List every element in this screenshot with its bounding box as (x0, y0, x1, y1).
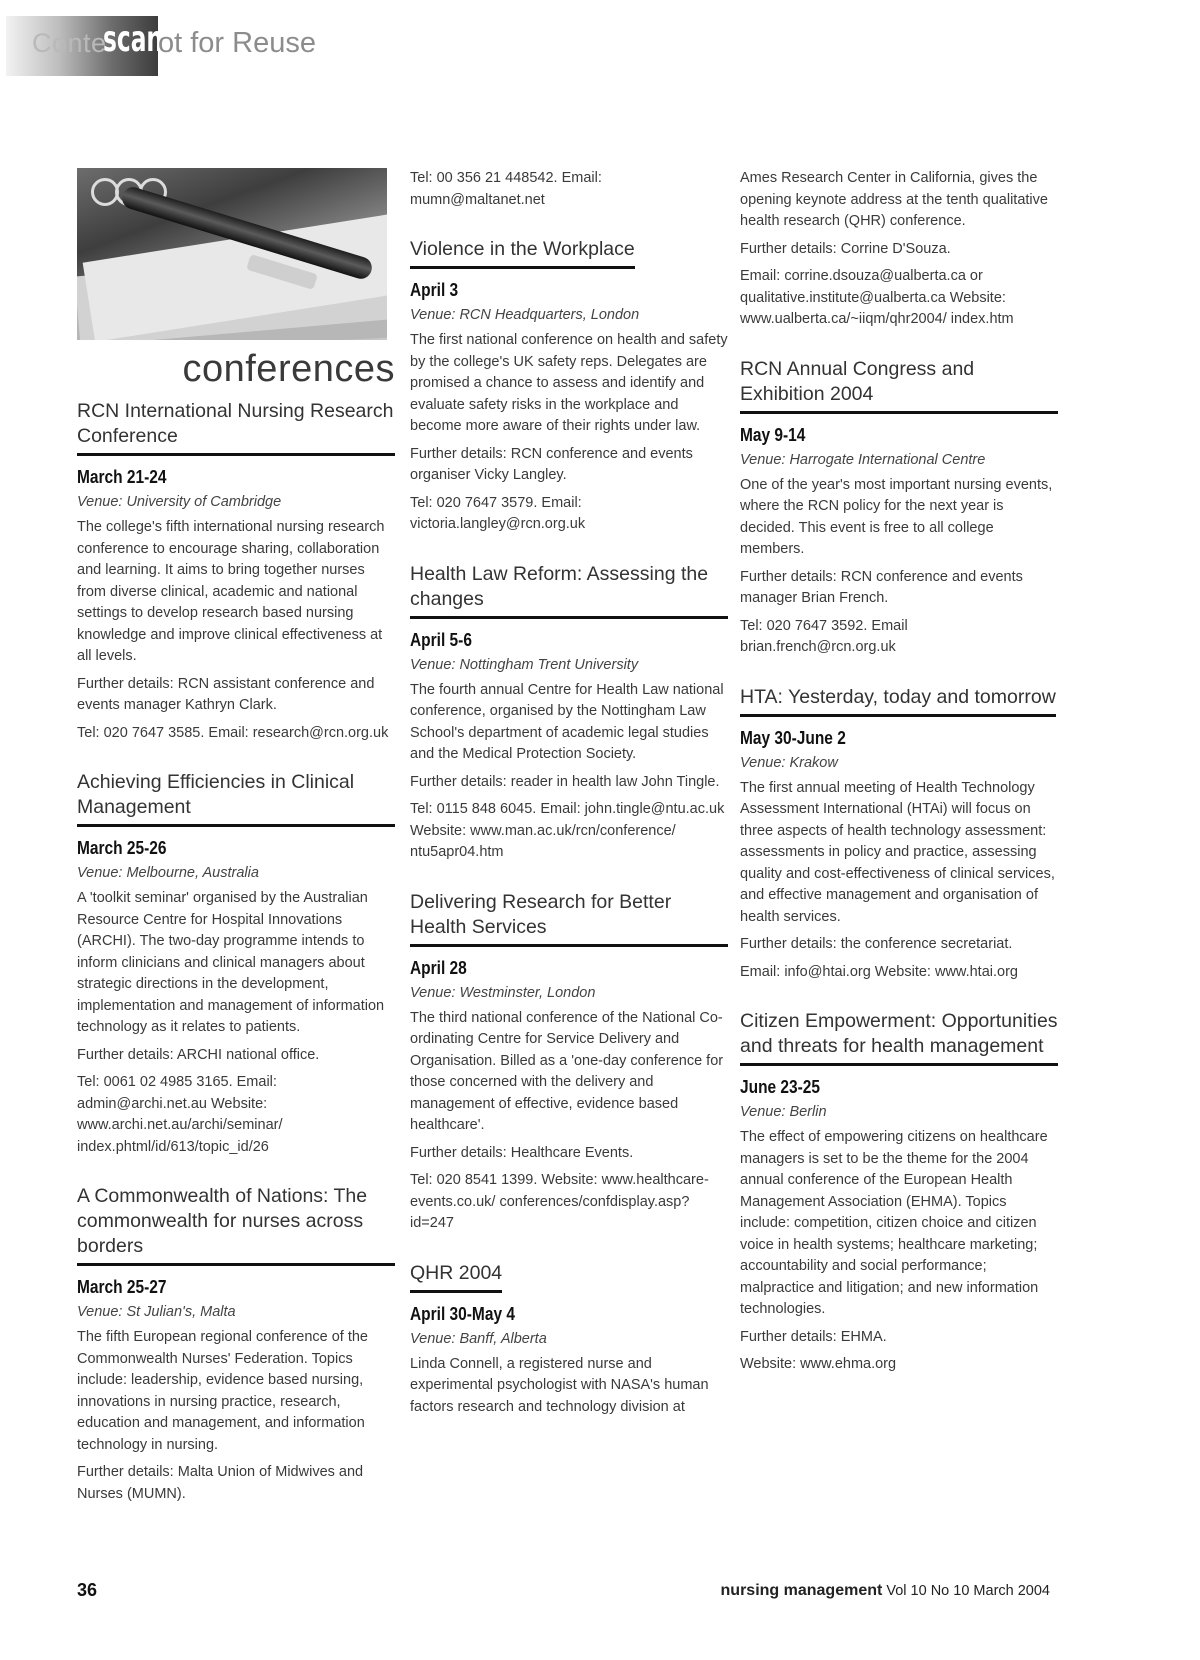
conference-text: One of the year's most important nursing events, where the RCN policy for the next year is decided. This event is free to all college members. (740, 476, 1053, 557)
conference-date: March 25-26 (77, 838, 167, 858)
conference-title: A Commonwealth of Nations: The commonwealth for nurses across borders (77, 1184, 395, 1266)
conference-text: Further details: reader in health law John Tingle. (410, 773, 720, 790)
conference-text: Further details: RCN conference and events organiser Vicky Langley. (410, 445, 693, 483)
column-2-continuation (410, 168, 728, 211)
conference-entry (410, 890, 728, 1235)
conference-entry (740, 357, 1058, 659)
magazine-footer (721, 1582, 1050, 1600)
column-1-events (77, 399, 395, 1505)
conference-date: March 21-24 (77, 467, 167, 487)
conference-date: May 30-June 2 (740, 727, 846, 748)
issue-info: Vol 10 No 10 March 2004 (886, 1583, 1050, 1599)
section-title: conferences (182, 348, 395, 390)
conference-text: The fourth annual Centre for Health Law national conference, organised by the Nottingham Law School's department of academic legal studies and the Medical Protection Society. (410, 681, 724, 762)
conference-text: Tel: 0115 848 6045. Email: john.tingle@ntu.ac.uk Website: www.man.ac.uk/rcn/conference/ ntu5apr04.htm (410, 801, 725, 860)
conference-text: Further details: Malta Union of Midwives and Nurses (MUMN). (77, 1464, 364, 1502)
column-3 (740, 168, 1058, 1402)
conference-title: RCN Annual Congress and Exhibition 2004 (740, 357, 1058, 414)
scan-watermark (0, 0, 330, 80)
conference-venue: Venue: Nottingham Trent University (410, 656, 639, 673)
conference-text: Email: info@htai.org Website: www.htai.org (740, 963, 1018, 980)
conference-venue: Venue: Banff, Alberta (410, 1330, 547, 1347)
continued-text: Ames Research Center in California, gives the opening keynote address at the tenth qualitative health research (QHR) conference. (740, 170, 1048, 229)
column-3-events (740, 357, 1058, 1376)
conference-venue: Venue: Berlin (740, 1104, 827, 1120)
conference-title: Delivering Research for Better Health Services (410, 890, 728, 947)
conference-text: Linda Connell, a registered nurse and experimental psychologist with NASA's human factors research and technology division at (410, 1355, 709, 1415)
conference-text: Further details: Healthcare Events. (410, 1144, 634, 1161)
conference-date: March 25-27 (77, 1277, 167, 1297)
conference-text: Further details: EHMA. (740, 1328, 887, 1345)
conference-venue: Venue: Melbourne, Australia (77, 865, 259, 881)
conference-text: Tel: 020 8541 1399. Website: www.healthcare-events.co.uk/ conferences/confdisplay.asp?id=247 (410, 1172, 709, 1231)
conference-text: Further details: RCN conference and events manager Brian French. (740, 568, 1023, 606)
page-number: 36 (77, 1580, 98, 1600)
conference-entry (410, 1261, 728, 1419)
conference-title: Violence in the Workplace (410, 237, 635, 269)
conference-title: QHR 2004 (410, 1261, 502, 1293)
conference-text: The fifth European regional conference of the Commonwealth Nurses' Federation. Topics include: leadership, evidence based nursing, innovations in nursing practice, research, education and management, and information technology in nursing. (77, 1329, 368, 1453)
conference-text: The effect of empowering citizens on healthcare managers is set to be the theme for the 2004 annual conference of the European Health Management Association (EHMA). Topics include: competition, citizen choice and citizen voice in health systems; healthcare marketing; accountability and social performance; malpractice and litigation; and new information technologies. (740, 1129, 1048, 1317)
conference-text: Tel: 020 7647 3579. Email: victoria.langley@rcn.org.uk (410, 494, 586, 532)
conference-text: Website: www.ehma.org (740, 1356, 897, 1372)
conference-date: April 5-6 (410, 629, 472, 650)
conference-text: The first national conference on health and safety by the college's UK safety reps. Delegates are promised a chance to assess and identify and evaluate safety risks in the workplace and become more aware of their rights under law. (410, 332, 728, 434)
watermark-ghost-text: Conte (32, 28, 107, 58)
watermark-text: ot for Reuse (158, 27, 316, 59)
conference-text: Tel: 020 7647 3585. Email: research@rcn.org.uk (77, 724, 389, 741)
column-2-events (410, 237, 728, 1418)
conference-date: April 28 (410, 957, 467, 978)
conference-date: June 23-25 (740, 1077, 821, 1097)
conference-entry (77, 770, 395, 1158)
column-2 (410, 168, 728, 1444)
conference-title: Health Law Reform: Assessing the changes (410, 562, 728, 619)
conference-title: Achieving Efficiencies in Clinical Management (77, 770, 395, 827)
conference-entry (740, 1009, 1058, 1376)
conference-text: Further details: the conference secretariat. (740, 936, 1013, 952)
conference-text: Tel: 020 7647 3592. Email brian.french@rcn.org.uk (740, 617, 908, 655)
continued-text: Further details: Corrine D'Souza. (740, 240, 951, 257)
conference-entry (410, 237, 728, 536)
conference-venue: Venue: Westminster, London (410, 984, 596, 1001)
conference-text: Tel: 0061 02 4985 3165. Email: admin@archi.net.au Website: www.archi.net.au/archi/seminar/ index.phtml/id/613/topic_id/26 (77, 1074, 283, 1155)
conference-venue: Venue: RCN Headquarters, London (410, 307, 640, 323)
conference-entry (77, 1184, 395, 1505)
continued-text: Tel: 00 356 21 448542. Email: mumn@maltanet.net (410, 170, 602, 208)
conference-venue: Venue: Harrogate International Centre (740, 451, 986, 468)
conference-text: The college's fifth international nursing research conference to encourage sharing, collaboration and learning. It aims to bring together nurses from diverse clinical, academic and national settings to develop research based nursing knowledge and improve clinical effectiveness at all levels. (77, 519, 385, 664)
conference-title: HTA: Yesterday, today and tomorrow (740, 685, 1056, 717)
conference-entry (740, 685, 1058, 984)
conference-date: April 3 (410, 280, 459, 300)
conference-text: The third national conference of the National Co-ordinating Centre for Service Delivery and Organisation. Billed as a 'one-day conference for those concerned with the delivery and management of effective, evidence based healthcare'. (410, 1009, 724, 1133)
conference-text: Further details: ARCHI national office. (77, 1046, 320, 1063)
column-1 (77, 168, 395, 1531)
conference-title: RCN International Nursing Research Conference (77, 399, 395, 456)
conference-entry (77, 399, 395, 744)
conference-venue: Venue: Krakow (740, 754, 838, 771)
continued-text: Email: corrine.dsouza@ualberta.ca or qualitative.institute@ualberta.ca Website: www.ualberta.ca/~iiqm/qhr2004/ index.htm (740, 268, 1014, 327)
column-3-continuation (740, 168, 1058, 331)
conference-date: May 9-14 (740, 424, 806, 445)
conference-venue: Venue: University of Cambridge (77, 494, 282, 510)
magazine-name: nursing management (720, 1582, 883, 1599)
conference-entry (410, 562, 728, 864)
conference-date: April 30-May 4 (410, 1303, 515, 1324)
conference-title: Citizen Empowerment: Opportunities and threats for health management (740, 1009, 1058, 1066)
conference-text: Further details: RCN assistant conference and events manager Kathryn Clark. (77, 675, 375, 713)
watermark-brand: scan (103, 19, 164, 60)
conference-venue: Venue: St Julian's, Malta (77, 1304, 236, 1320)
conference-text: The first annual meeting of Health Technology Assessment International (HTAi) will focus on three aspects of health technology assessment: assessments in policy and practice, assessing quality and cost-effectiveness of clinical services, and effective management and organisation of health services. (740, 779, 1055, 925)
conference-text: A 'toolkit seminar' organised by the Australian Resource Centre for Hospital Innovations (ARCHI). The two-day programme intends to inform clinicians and clinical managers about strategic directions in the development, implementation and management of information technology as it relates to patients. (77, 890, 385, 1035)
pen-and-papers-image (77, 168, 387, 340)
